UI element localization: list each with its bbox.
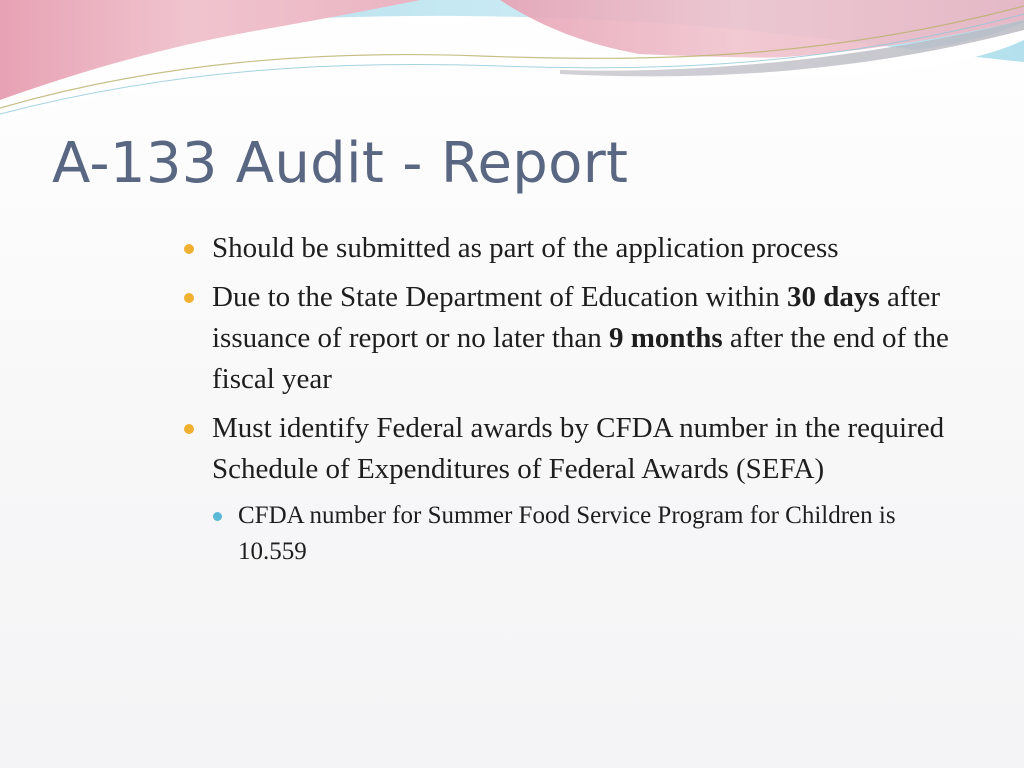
slide-content bbox=[182, 228, 952, 570]
bullet-dot-icon bbox=[184, 293, 194, 303]
sub-bullet-dot-icon bbox=[213, 512, 222, 521]
bullet-text-part: Due to the State Department of Education within bbox=[212, 281, 788, 313]
header-wave-decoration bbox=[0, 0, 1024, 130]
sub-bullet-item-cfda-number bbox=[210, 498, 952, 570]
bullet-list bbox=[182, 228, 952, 490]
bullet-text: Should be submitted as part of the application process bbox=[212, 232, 839, 264]
bullet-emphasis-9-months: 9 months bbox=[609, 322, 723, 354]
bullet-text: Must identify Federal awards by CFDA number in the required Schedule of Expenditures of Federal Awards (SEFA) bbox=[212, 412, 945, 485]
bullet-text-part: after issuance of report or no later than bbox=[212, 281, 941, 354]
bullet-dot-icon bbox=[184, 244, 194, 254]
bullet-text-part: after the end of the fiscal year bbox=[212, 322, 949, 395]
sub-bullet-list bbox=[182, 498, 952, 570]
slide-title: A-133 Audit - Report bbox=[52, 131, 629, 196]
bullet-emphasis-30-days: 30 days bbox=[787, 281, 880, 313]
bullet-item-cfda bbox=[182, 408, 952, 490]
bullet-dot-icon bbox=[184, 424, 194, 434]
sub-bullet-text: CFDA number for Summer Food Service Program for Children is 10.559 bbox=[238, 502, 896, 565]
bullet-item-submission bbox=[182, 228, 952, 269]
bullet-item-due-date bbox=[182, 277, 952, 400]
